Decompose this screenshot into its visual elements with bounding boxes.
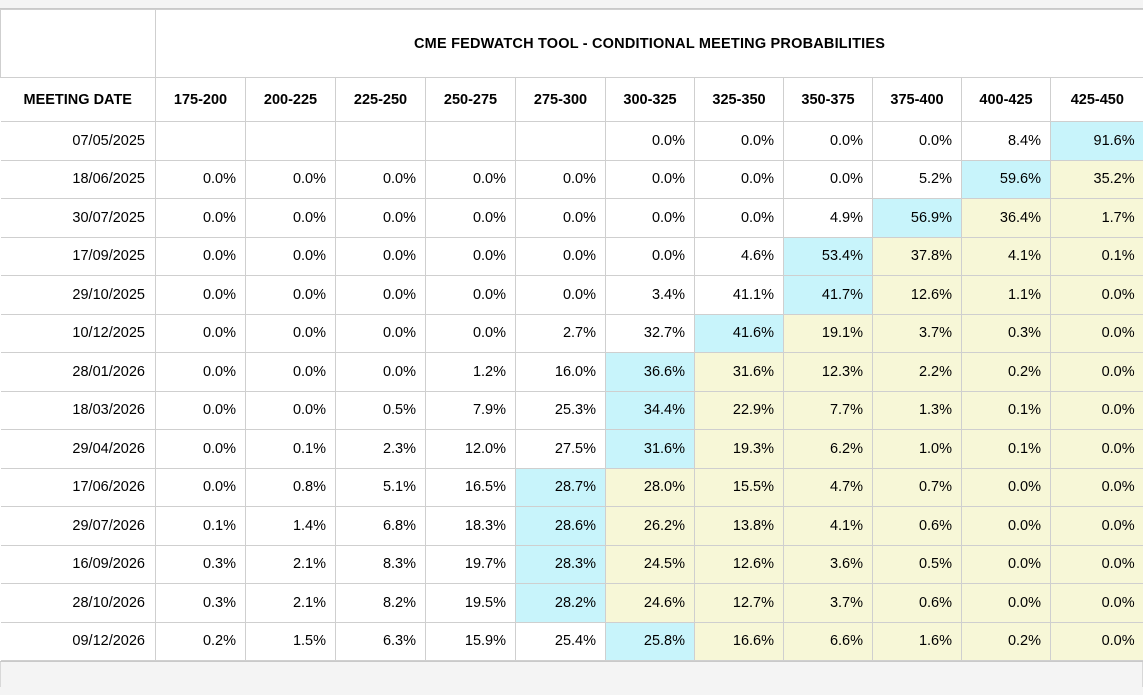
table-row (1, 276, 1143, 315)
column-header-rate-425-450: 425-450 (1051, 78, 1143, 122)
table-row (1, 430, 1143, 469)
probability-cell: 0.0% (516, 237, 606, 276)
probability-cell: 24.5% (606, 545, 695, 584)
probability-cell: 6.8% (336, 507, 426, 546)
probability-cell: 0.0% (1051, 391, 1143, 430)
column-header-meeting-date: MEETING DATE (1, 78, 156, 122)
probability-cell: 0.0% (246, 199, 336, 238)
probability-cell: 0.0% (516, 199, 606, 238)
probability-cell: 3.4% (606, 276, 695, 315)
probability-cell: 0.0% (695, 199, 784, 238)
probability-cell: 28.3% (516, 545, 606, 584)
probability-cell: 59.6% (962, 160, 1051, 199)
probability-cell: 15.9% (426, 622, 516, 661)
probability-cell: 2.7% (516, 314, 606, 353)
probability-cell: 0.7% (873, 468, 962, 507)
probability-cell: 6.2% (784, 430, 873, 469)
bottom-strip (0, 687, 1143, 695)
probability-cell: 53.4% (784, 237, 873, 276)
meeting-date-cell: 29/04/2026 (1, 430, 156, 469)
probability-cell: 16.5% (426, 468, 516, 507)
probability-cell: 6.3% (336, 622, 426, 661)
probability-cell: 0.0% (336, 199, 426, 238)
probability-cell: 0.0% (246, 353, 336, 392)
probability-cell: 0.0% (962, 468, 1051, 507)
probability-cell: 32.7% (606, 314, 695, 353)
probability-cell: 0.0% (336, 160, 426, 199)
column-header-rate-400-425: 400-425 (962, 78, 1051, 122)
probability-cell: 0.0% (873, 122, 962, 161)
probability-cell: 0.0% (1051, 314, 1143, 353)
meeting-date-cell: 29/07/2026 (1, 507, 156, 546)
probability-cell: 41.6% (695, 314, 784, 353)
probability-cell: 28.7% (516, 468, 606, 507)
probability-cell: 0.1% (962, 430, 1051, 469)
probability-cell: 12.0% (426, 430, 516, 469)
probability-cell: 2.2% (873, 353, 962, 392)
probability-cell: 2.1% (246, 584, 336, 623)
table-row (1, 314, 1143, 353)
probability-cell: 0.0% (246, 237, 336, 276)
probability-cell: 0.0% (1051, 507, 1143, 546)
table-row (1, 507, 1143, 546)
probability-cell (246, 122, 336, 161)
probability-cell (516, 122, 606, 161)
probability-cell: 0.1% (156, 507, 246, 546)
probability-cell: 0.6% (873, 584, 962, 623)
probability-cell: 0.0% (246, 314, 336, 353)
probability-cell: 22.9% (695, 391, 784, 430)
probability-cell: 12.3% (784, 353, 873, 392)
probability-cell: 0.0% (336, 353, 426, 392)
page-title: CME FEDWATCH TOOL - CONDITIONAL MEETING PROBABILITIES (156, 10, 1143, 78)
probability-cell: 0.1% (246, 430, 336, 469)
probability-cell: 1.0% (873, 430, 962, 469)
column-header-rate-350-375: 350-375 (784, 78, 873, 122)
probability-cell: 0.0% (1051, 468, 1143, 507)
probability-cell: 1.5% (246, 622, 336, 661)
table-head (1, 10, 1143, 122)
probability-cell: 4.7% (784, 468, 873, 507)
table-row (1, 468, 1143, 507)
probability-cell: 0.0% (1051, 276, 1143, 315)
corner-cell (1, 10, 156, 78)
probability-cell: 0.0% (606, 122, 695, 161)
meeting-date-cell: 18/03/2026 (1, 391, 156, 430)
probability-cell: 0.0% (962, 545, 1051, 584)
probability-cell: 0.0% (516, 160, 606, 199)
column-header-rate-300-325: 300-325 (606, 78, 695, 122)
probability-cell: 8.3% (336, 545, 426, 584)
probability-cell: 0.2% (962, 353, 1051, 392)
table-row (1, 622, 1143, 661)
probability-cell: 12.6% (873, 276, 962, 315)
probability-cell: 41.7% (784, 276, 873, 315)
probability-cell: 0.0% (695, 160, 784, 199)
table-row (1, 160, 1143, 199)
column-header-rate-275-300: 275-300 (516, 78, 606, 122)
probability-cell: 19.5% (426, 584, 516, 623)
probability-cell: 2.1% (246, 545, 336, 584)
probability-cell: 0.0% (606, 199, 695, 238)
probability-cell: 28.0% (606, 468, 695, 507)
probability-cell: 34.4% (606, 391, 695, 430)
probability-cell: 15.5% (695, 468, 784, 507)
probability-cell: 12.7% (695, 584, 784, 623)
probability-cell: 31.6% (695, 353, 784, 392)
table-row (1, 391, 1143, 430)
probability-cell: 0.3% (156, 584, 246, 623)
column-header-rate-225-250: 225-250 (336, 78, 426, 122)
probability-cell: 0.0% (156, 468, 246, 507)
probability-cell: 0.5% (873, 545, 962, 584)
probability-cell: 35.2% (1051, 160, 1143, 199)
table-row (1, 237, 1143, 276)
probability-cell: 0.0% (156, 276, 246, 315)
probability-cell: 0.0% (426, 199, 516, 238)
probability-cell: 8.4% (962, 122, 1051, 161)
probability-cell: 0.8% (246, 468, 336, 507)
probability-cell: 1.4% (246, 507, 336, 546)
probability-cell: 0.3% (156, 545, 246, 584)
meeting-date-cell: 28/01/2026 (1, 353, 156, 392)
table-row (1, 545, 1143, 584)
column-header-rate-375-400: 375-400 (873, 78, 962, 122)
probability-cell: 0.0% (426, 160, 516, 199)
probability-cell: 0.0% (426, 237, 516, 276)
probability-cell: 4.6% (695, 237, 784, 276)
meeting-date-cell: 18/06/2025 (1, 160, 156, 199)
probability-cell (156, 122, 246, 161)
meeting-date-cell: 10/12/2025 (1, 314, 156, 353)
probability-cell: 0.5% (336, 391, 426, 430)
probability-cell: 37.8% (873, 237, 962, 276)
probability-cell: 19.1% (784, 314, 873, 353)
column-header-row (1, 78, 1143, 122)
probability-cell: 0.0% (784, 160, 873, 199)
probability-cell: 19.7% (426, 545, 516, 584)
probability-cell: 26.2% (606, 507, 695, 546)
probability-cell: 41.1% (695, 276, 784, 315)
probability-cell: 6.6% (784, 622, 873, 661)
probability-cell: 0.0% (246, 276, 336, 315)
probability-cell: 0.0% (962, 507, 1051, 546)
probability-cell: 0.2% (156, 622, 246, 661)
probability-cell: 28.2% (516, 584, 606, 623)
probability-cell: 3.6% (784, 545, 873, 584)
probability-cell: 36.6% (606, 353, 695, 392)
probability-cell: 1.1% (962, 276, 1051, 315)
probability-cell: 4.1% (962, 237, 1051, 276)
probability-cell: 0.0% (246, 391, 336, 430)
probability-cell: 1.3% (873, 391, 962, 430)
title-row (1, 10, 1143, 78)
probability-cell: 0.0% (426, 276, 516, 315)
probability-cell: 0.0% (426, 314, 516, 353)
probability-cell: 0.0% (606, 160, 695, 199)
table-row (1, 584, 1143, 623)
probability-cell: 0.3% (962, 314, 1051, 353)
meeting-date-cell: 30/07/2025 (1, 199, 156, 238)
probability-cell: 1.2% (426, 353, 516, 392)
probability-cell: 0.0% (962, 584, 1051, 623)
column-header-rate-325-350: 325-350 (695, 78, 784, 122)
probability-cell: 13.8% (695, 507, 784, 546)
probability-cell: 4.9% (784, 199, 873, 238)
probability-cell: 27.5% (516, 430, 606, 469)
probability-cell: 0.0% (246, 160, 336, 199)
probability-cell: 5.2% (873, 160, 962, 199)
column-header-rate-250-275: 250-275 (426, 78, 516, 122)
probability-cell: 3.7% (873, 314, 962, 353)
probability-cell: 16.6% (695, 622, 784, 661)
probability-cell: 28.6% (516, 507, 606, 546)
probability-cell: 0.0% (1051, 584, 1143, 623)
probability-cell: 0.0% (156, 391, 246, 430)
meeting-date-cell: 09/12/2026 (1, 622, 156, 661)
meeting-date-cell: 28/10/2026 (1, 584, 156, 623)
probability-cell: 1.6% (873, 622, 962, 661)
probability-cell: 0.0% (1051, 353, 1143, 392)
probability-cell: 0.0% (156, 314, 246, 353)
probability-cell: 0.0% (1051, 430, 1143, 469)
probability-cell: 31.6% (606, 430, 695, 469)
probability-cell: 56.9% (873, 199, 962, 238)
probability-cell: 91.6% (1051, 122, 1143, 161)
probability-cell: 4.1% (784, 507, 873, 546)
conditional-meeting-probabilities-table (0, 9, 1143, 661)
probability-cell: 0.0% (606, 237, 695, 276)
probability-cell: 0.0% (1051, 622, 1143, 661)
probability-cell: 0.0% (156, 353, 246, 392)
probability-cell: 3.7% (784, 584, 873, 623)
probability-cell: 8.2% (336, 584, 426, 623)
probability-cell: 0.0% (336, 276, 426, 315)
probability-cell: 0.0% (336, 237, 426, 276)
probability-cell: 0.1% (962, 391, 1051, 430)
probability-cell (426, 122, 516, 161)
probability-cell: 0.0% (1051, 545, 1143, 584)
probability-cell: 0.0% (336, 314, 426, 353)
table-row (1, 199, 1143, 238)
table-body (1, 122, 1143, 661)
meeting-date-cell: 16/09/2026 (1, 545, 156, 584)
probability-cell: 25.4% (516, 622, 606, 661)
meeting-date-cell: 17/09/2025 (1, 237, 156, 276)
probability-cell: 16.0% (516, 353, 606, 392)
probability-cell: 2.3% (336, 430, 426, 469)
probability-cell: 0.0% (695, 122, 784, 161)
probability-cell (336, 122, 426, 161)
probabilities-table-container (0, 8, 1143, 662)
probability-cell: 0.0% (156, 430, 246, 469)
probability-cell: 0.1% (1051, 237, 1143, 276)
probability-cell: 0.0% (516, 276, 606, 315)
probability-cell: 24.6% (606, 584, 695, 623)
probability-cell: 0.0% (156, 199, 246, 238)
probability-cell: 25.8% (606, 622, 695, 661)
probability-cell: 19.3% (695, 430, 784, 469)
table-row (1, 353, 1143, 392)
meeting-date-cell: 07/05/2025 (1, 122, 156, 161)
column-header-rate-175-200: 175-200 (156, 78, 246, 122)
meeting-date-cell: 29/10/2025 (1, 276, 156, 315)
probability-cell: 36.4% (962, 199, 1051, 238)
probability-cell: 25.3% (516, 391, 606, 430)
probability-cell: 0.0% (784, 122, 873, 161)
probability-cell: 0.2% (962, 622, 1051, 661)
probability-cell: 0.6% (873, 507, 962, 546)
probability-cell: 1.7% (1051, 199, 1143, 238)
probability-cell: 0.0% (156, 160, 246, 199)
column-header-rate-200-225: 200-225 (246, 78, 336, 122)
probability-cell: 7.9% (426, 391, 516, 430)
probability-cell: 7.7% (784, 391, 873, 430)
meeting-date-cell: 17/06/2026 (1, 468, 156, 507)
probability-cell: 0.0% (156, 237, 246, 276)
probability-cell: 5.1% (336, 468, 426, 507)
probability-cell: 12.6% (695, 545, 784, 584)
probability-cell: 18.3% (426, 507, 516, 546)
table-row (1, 122, 1143, 161)
